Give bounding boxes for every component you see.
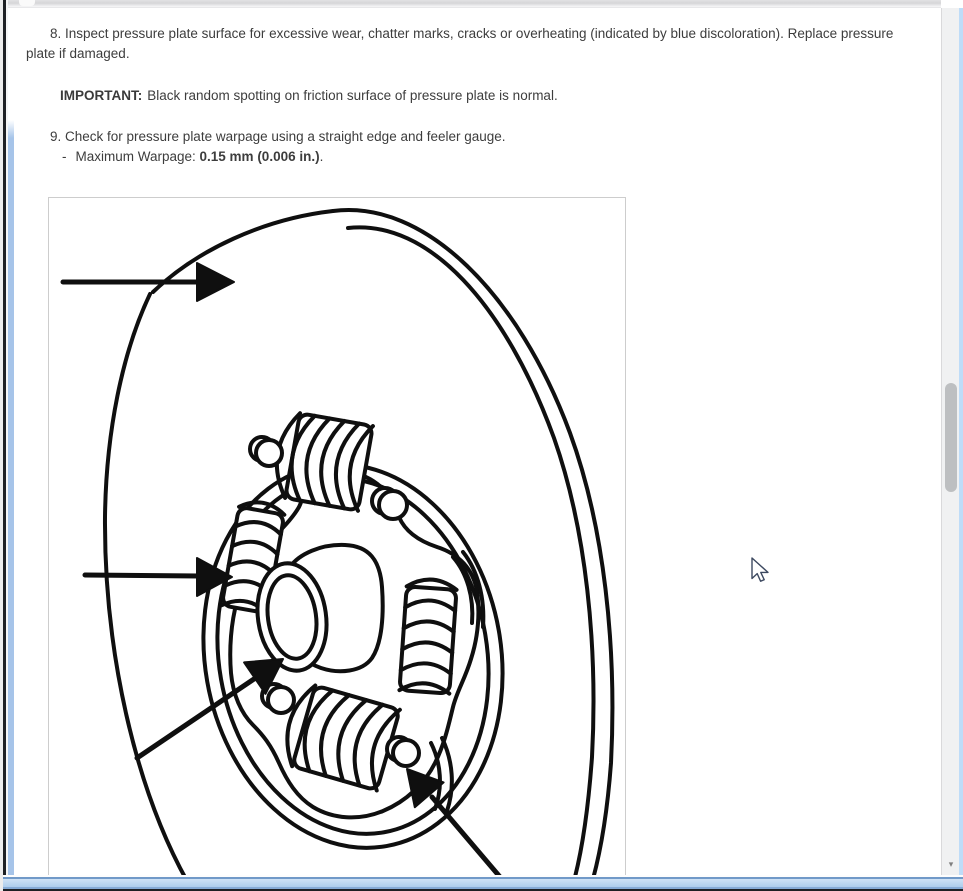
window-bottom-bar xyxy=(3,875,963,891)
window-right-blue-edge xyxy=(959,8,963,880)
important-label: IMPORTANT: xyxy=(60,88,143,103)
indicator-arrow-hub xyxy=(137,659,283,758)
scrollbar-thumb[interactable] xyxy=(945,383,957,492)
important-text: Black random spotting on friction surface of pressure plate is normal. xyxy=(147,88,558,103)
manual-page xyxy=(0,8,941,167)
spec-value: 0.15 mm (0.006 in.) xyxy=(199,149,320,164)
step-9-spec xyxy=(62,147,901,167)
step-9-text: 9. Check for pressure plate warpage using a straight edge and feeler gauge. xyxy=(50,129,506,144)
window-left-blue-band xyxy=(8,120,14,880)
important-note xyxy=(60,86,901,106)
clutch-disc-diagram xyxy=(49,198,626,891)
top-toolbar-sliver xyxy=(6,0,941,8)
damper-spring-right xyxy=(399,578,457,694)
damper-spring-bottom xyxy=(278,682,400,791)
toolbar-notch xyxy=(19,0,35,6)
spec-prefix: Maximum Warpage: xyxy=(75,149,200,164)
damper-spring-top xyxy=(270,411,373,511)
vertical-scrollbar[interactable] xyxy=(941,8,959,875)
scrollbar-down-arrow-icon[interactable]: ▾ xyxy=(948,859,954,869)
spec-bullet: - xyxy=(62,149,67,164)
mouse-cursor-icon xyxy=(748,556,770,584)
step-8-text: 8. Inspect pressure plate surface for excessive wear, chatter marks, cracks or overheating (indicated by blue discoloration). Replace pressure plate if damaged. xyxy=(26,26,894,61)
spec-suffix: . xyxy=(319,149,324,164)
figure-frame xyxy=(48,197,626,891)
